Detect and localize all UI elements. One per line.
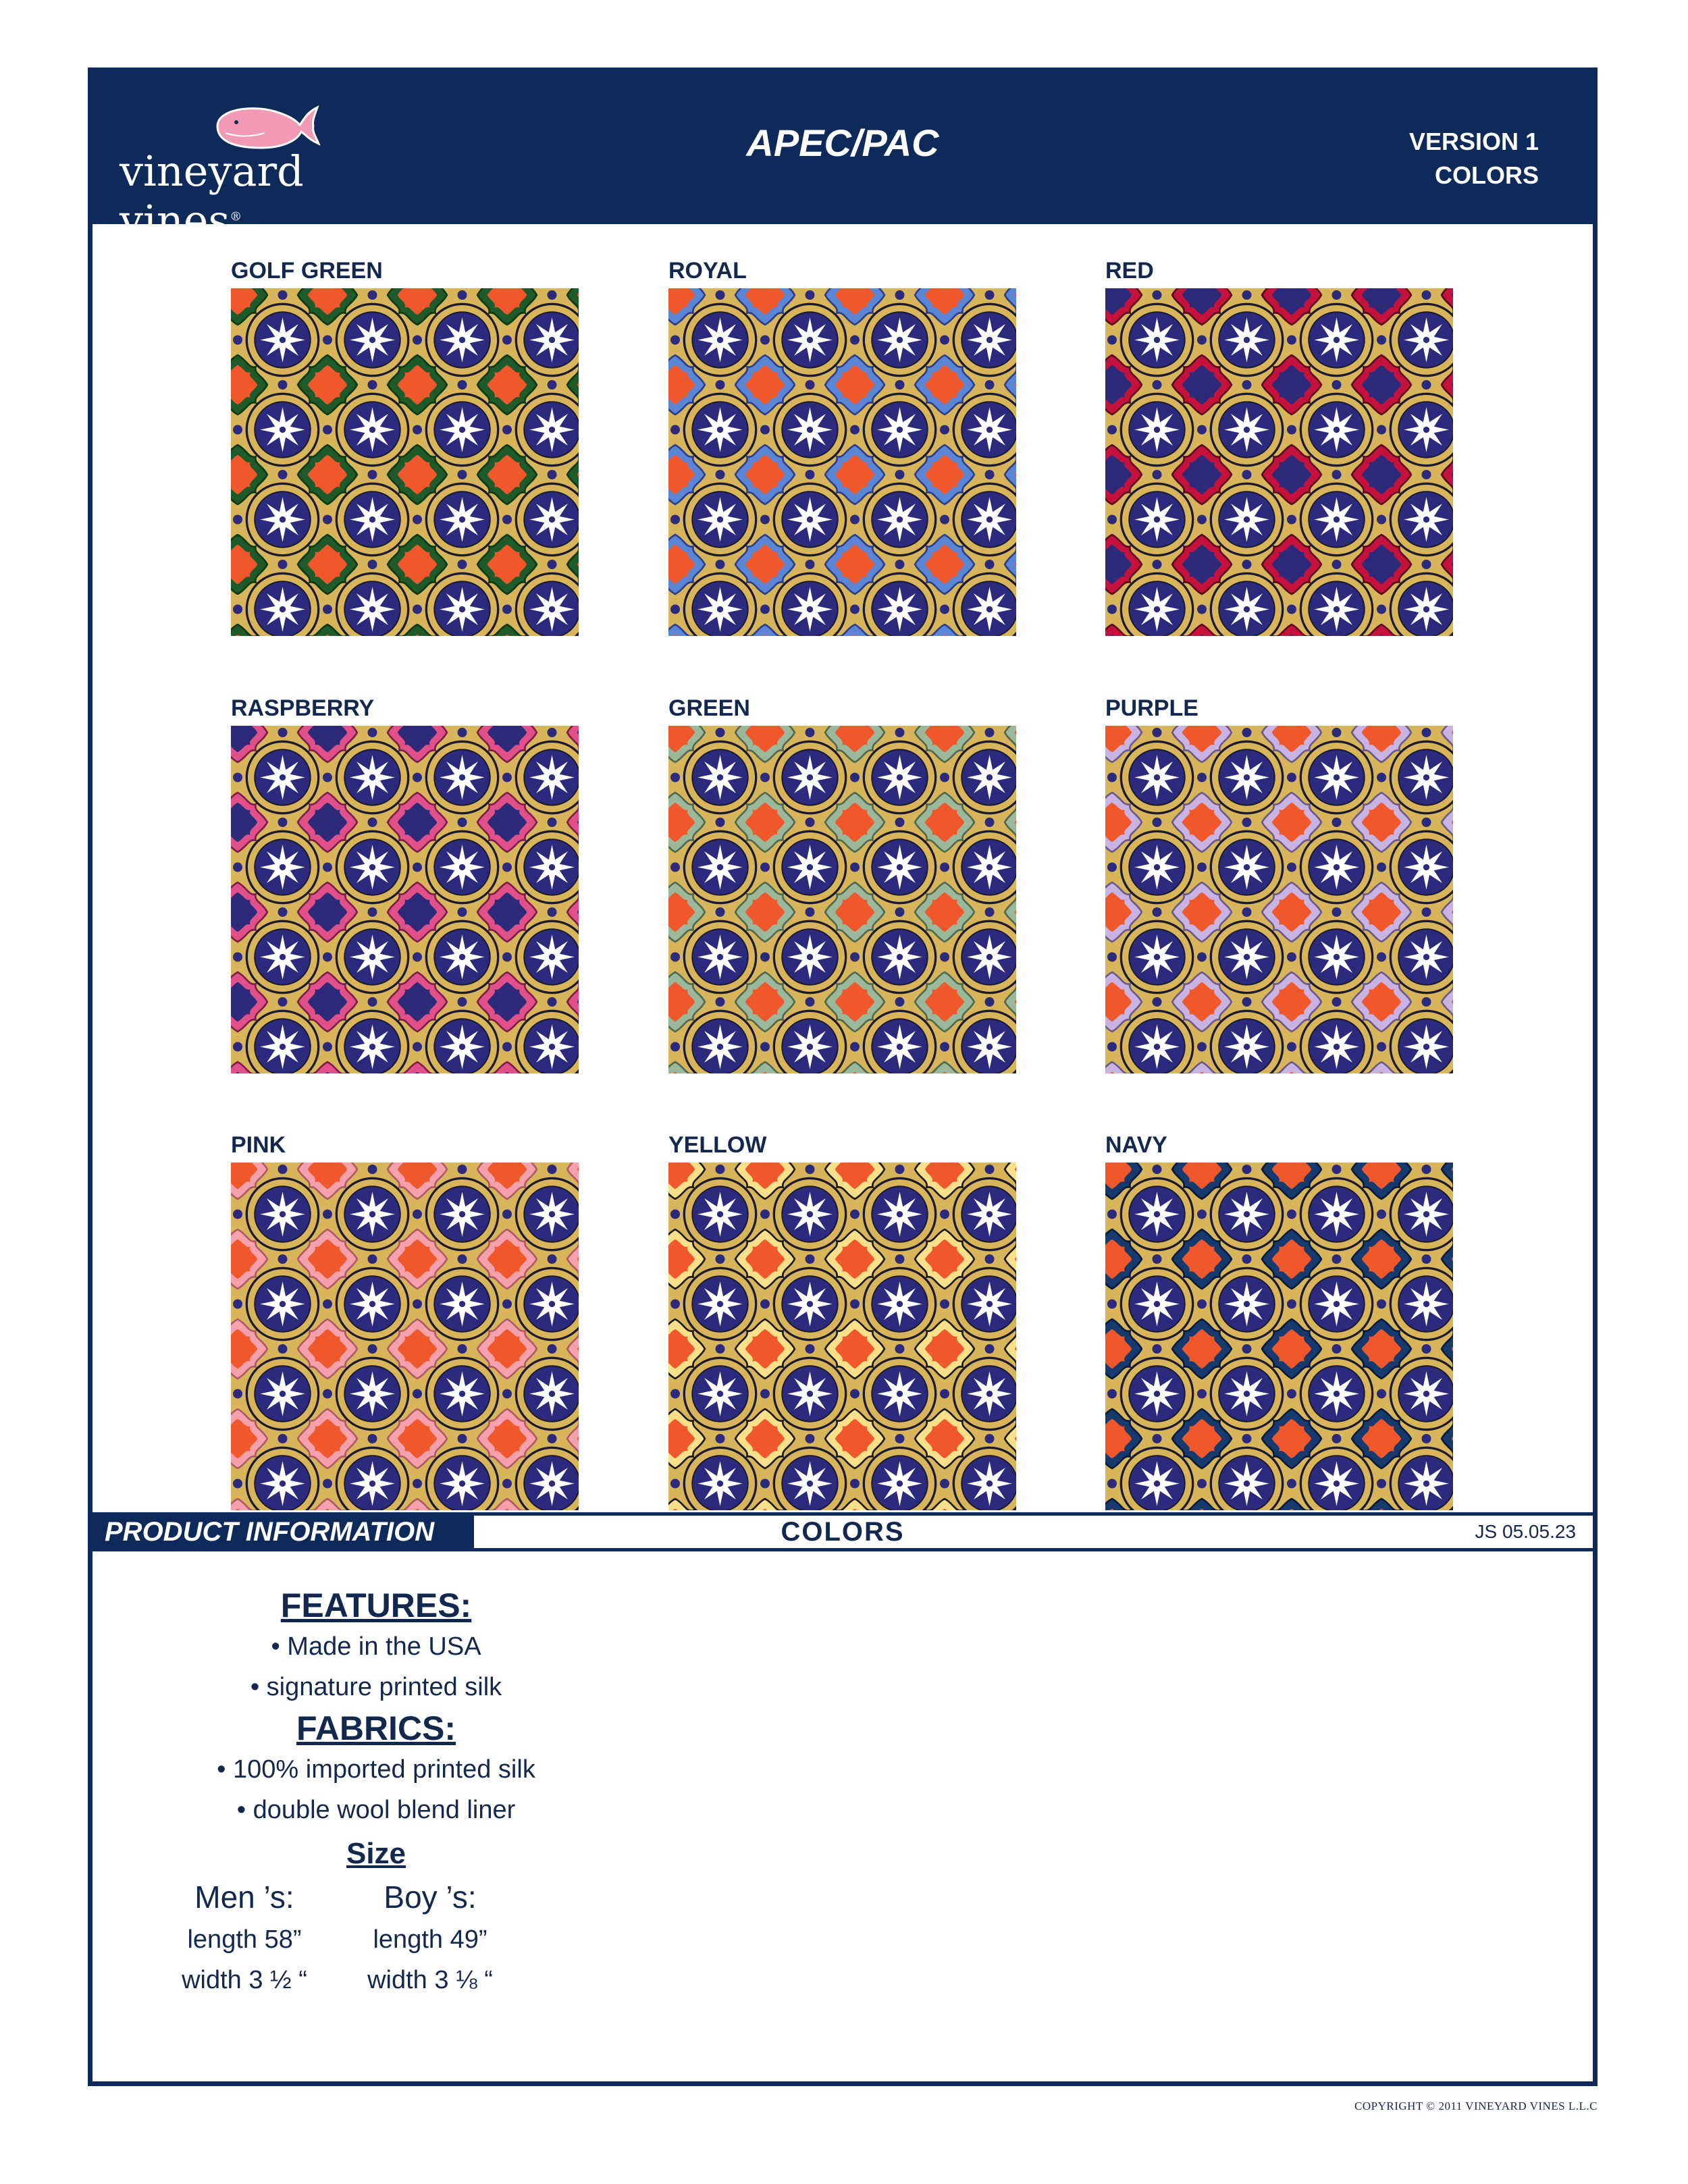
swatch-label: ROYAL (668, 258, 747, 284)
fabrics-heading: FABRICS: (296, 1709, 456, 1747)
copyright-notice: COPYRIGHT © 2011 VINEYARD VINES L.L.C (1354, 2100, 1598, 2112)
boys-size: Boy ’s: length 49” width 3 ⅛ “ (367, 1880, 493, 1994)
pattern-swatch (1105, 1163, 1453, 1510)
pattern-swatch (231, 1163, 579, 1510)
pattern-swatch (668, 726, 1016, 1073)
product-info-bar (93, 1512, 1593, 1551)
feature-item: • Made in the USA (271, 1632, 481, 1661)
fabric-item: • double wool blend liner (236, 1796, 516, 1824)
swatch-golf-green (231, 258, 582, 643)
size-table (120, 1875, 633, 2003)
swatch-label: PINK (231, 1132, 286, 1158)
swatch-label: YELLOW (668, 1132, 767, 1158)
pattern-swatch (668, 288, 1016, 636)
header-bar (93, 72, 1593, 245)
features-heading: FEATURES: (280, 1587, 472, 1624)
swatch-label: NAVY (1105, 1132, 1167, 1158)
swatch-pink (231, 1132, 582, 1517)
swatch-green (668, 695, 1020, 1080)
pattern-swatch (1105, 288, 1453, 636)
colors-heading: COLORS (781, 1517, 905, 1547)
pattern-swatch (668, 1163, 1016, 1510)
swatch-yellow (668, 1132, 1020, 1517)
size-heading: Size (346, 1837, 406, 1870)
swatch-label: PURPLE (1105, 695, 1198, 721)
product-info-title: PRODUCT INFORMATION (93, 1512, 474, 1551)
page-title: APEC/PAC (746, 122, 939, 164)
mens-size: Men ’s: length 58” width 3 ½ “ (182, 1880, 307, 1994)
fabric-item: • 100% imported printed silk (217, 1755, 535, 1784)
swatch-label: RED (1105, 258, 1154, 284)
swatch-label: GREEN (668, 695, 750, 721)
swatch-red (1105, 258, 1456, 643)
spec-sheet-frame (88, 68, 1598, 2086)
swatch-raspberry (231, 695, 582, 1080)
features-panel (120, 1584, 633, 2003)
swatch-navy (1105, 1132, 1456, 1517)
version-label: VERSION 1 COLORS (1408, 128, 1539, 189)
feature-item: • signature printed silk (250, 1673, 502, 1701)
pattern-swatch (231, 726, 579, 1073)
swatch-label: GOLF GREEN (231, 258, 383, 284)
swatch-royal (668, 258, 1020, 643)
pattern-swatch (231, 288, 579, 636)
document-code: JS 05.05.23 (1475, 1521, 1576, 1542)
swatch-label: RASPBERRY (231, 695, 375, 721)
brand-wordmark: vineyard vines® (120, 147, 304, 245)
pattern-swatch (1105, 726, 1453, 1073)
swatch-purple (1105, 695, 1456, 1080)
